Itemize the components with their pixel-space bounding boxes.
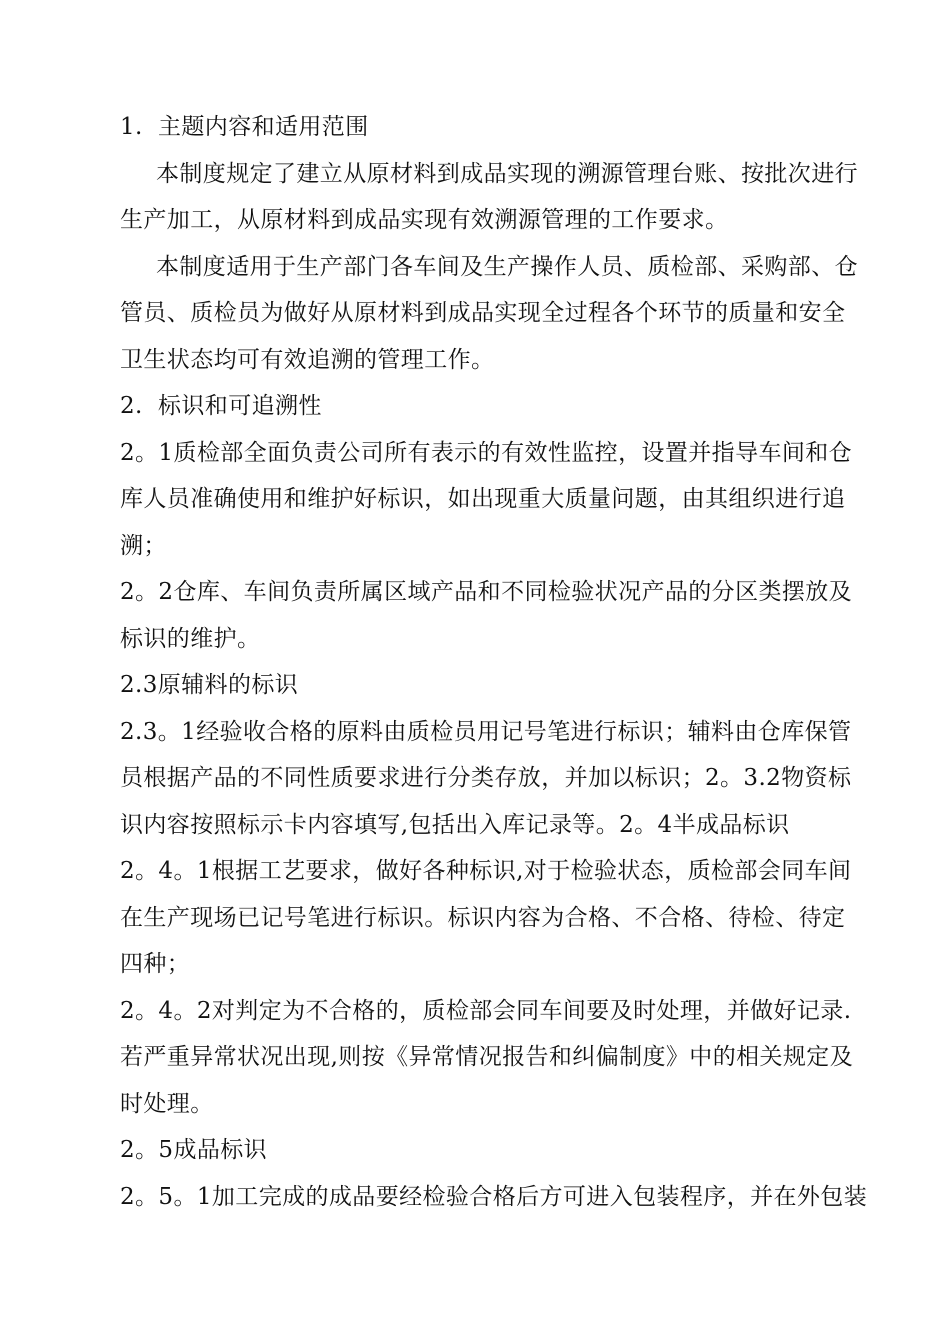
paragraph-line: 卫生状态均可有效追溯的管理工作。 xyxy=(120,346,495,373)
paragraph-line: 溯； xyxy=(120,532,167,559)
paragraph-line: 库人员准确使用和维护好标识，如出现重大质量问题，由其组织进行追 xyxy=(120,486,846,512)
paragraph-line: 员根据产品的不同性质要求进行分类存放，并加以标识；2。3.2物资标 xyxy=(120,765,852,791)
paragraph-line: 在生产现场已记号笔进行标识。标识内容为合格、不合格、待检、待定 xyxy=(120,904,846,931)
paragraph-line: 本制度适用于生产部门各车间及生产操作人员、质检部、采购部、仓 xyxy=(156,253,858,280)
paragraph-line: 时处理。 xyxy=(120,1090,214,1117)
paragraph-line: 若严重异常状况出现,则按《异常情况报告和纠偏制度》中的相关规定及 xyxy=(120,1044,854,1070)
paragraph-line: 四种； xyxy=(120,951,191,977)
paragraph-line: 标识的维护。 xyxy=(120,625,261,652)
section-heading-1 xyxy=(120,104,860,151)
paragraph-line: 本制度规定了建立从原材料到成品实现的溯源管理台账、按批次进行 xyxy=(156,160,858,187)
subsection-heading: 2。5成品标识 xyxy=(120,1137,268,1163)
paragraph-line: 2.3。1经验收合格的原料由质检员用记号笔进行标识；辅料由仓库保管 xyxy=(120,718,852,745)
paragraph-line: 2。4。2对判定为不合格的，质检部会同车间要及时处理，并做好记录. xyxy=(120,997,852,1024)
paragraph-line: 2。2仓库、车间负责所属区域产品和不同检验状况产品的分区类摆放及 xyxy=(120,579,853,605)
paragraph-line: 2。1质检部全面负责公司所有表示的有效性监控，设置并指导车间和仓 xyxy=(120,439,853,466)
section-title: 标识和可追溯性 xyxy=(158,393,322,419)
paragraph-line: 2。4。1根据工艺要求，做好各种标识,对于检验状态，质检部会同车间 xyxy=(120,858,852,884)
document-body xyxy=(120,104,868,1220)
paragraph-line: 管员、质检员为做好从原材料到成品实现全过程各个环节的质量和安全 xyxy=(120,300,846,326)
paragraph-line: 2。5。1加工完成的成品要经检验合格后方可进入包装程序，并在外包装 xyxy=(120,1183,868,1210)
paragraph-line: 生产加工，从原材料到成品实现有效溯源管理的工作要求。 xyxy=(120,207,729,233)
section-heading-2 xyxy=(120,383,860,430)
section-number: 1. xyxy=(120,114,143,140)
section-number: 2. xyxy=(120,393,143,419)
paragraph-line: 识内容按照标示卡内容填写,包括出入库记录等。2。4半成品标识 xyxy=(120,811,790,838)
section-title: 主题内容和适用范围 xyxy=(158,114,369,140)
subsection-heading: 2.3原辅料的标识 xyxy=(120,672,299,698)
